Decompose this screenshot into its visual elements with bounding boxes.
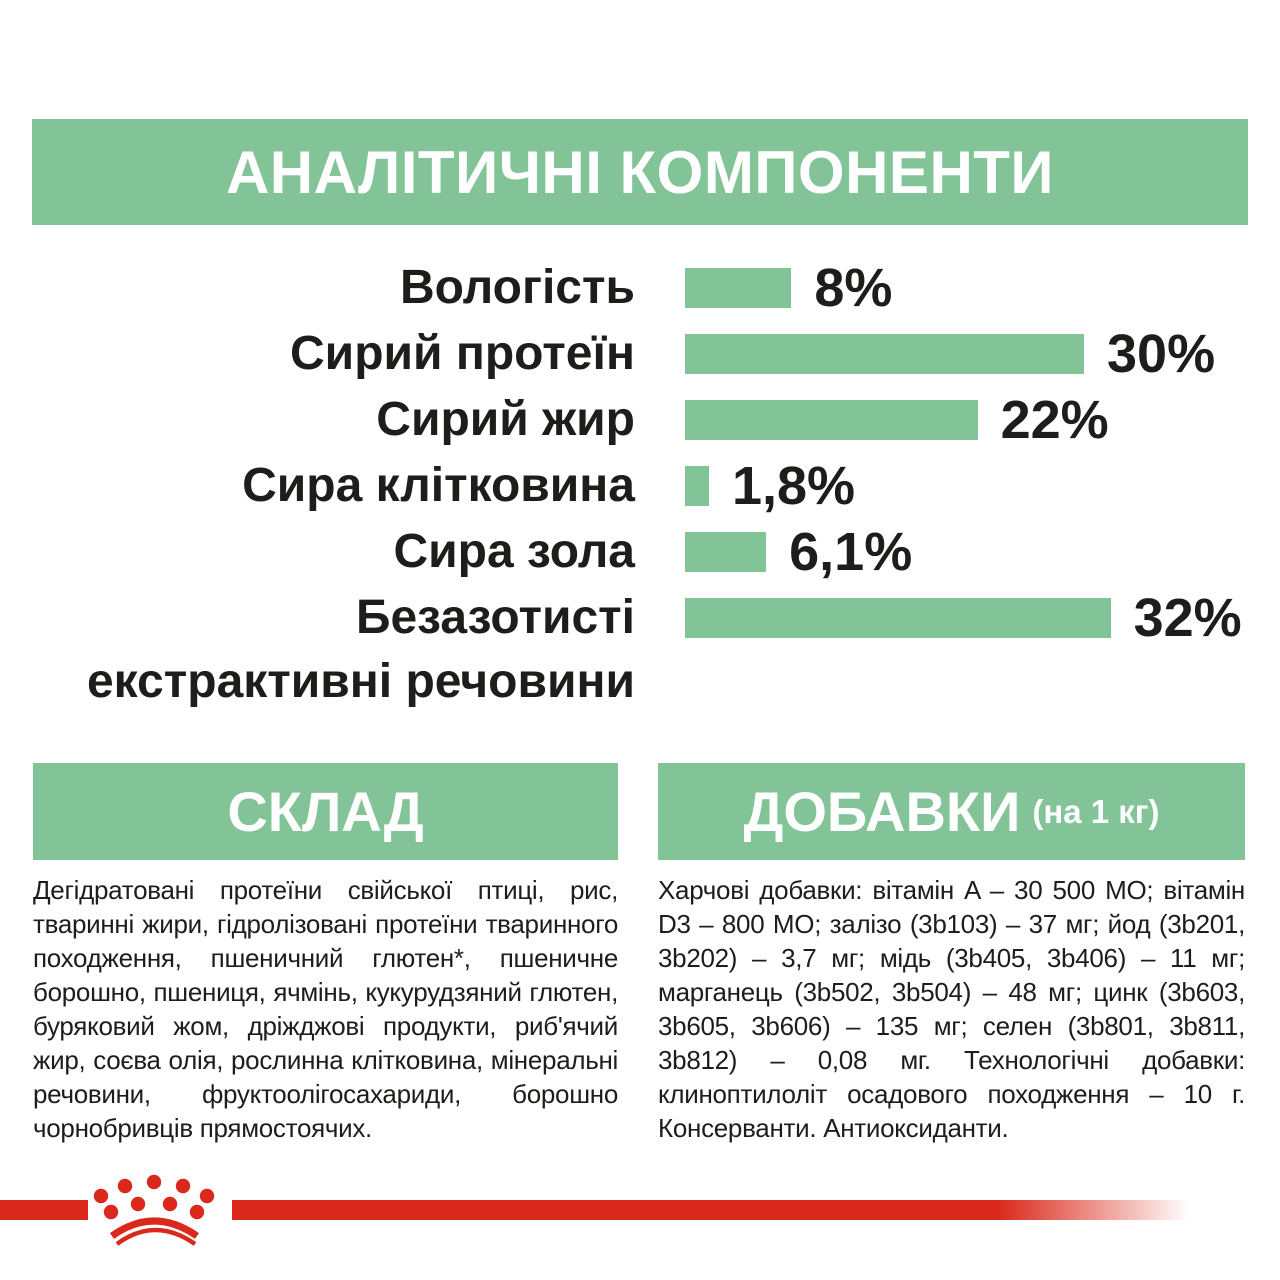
chart-row-label: Сира зола bbox=[393, 524, 635, 578]
crown-dot bbox=[176, 1179, 190, 1193]
crown-dot bbox=[163, 1197, 177, 1211]
crown-dot bbox=[94, 1189, 108, 1203]
chart-bar bbox=[685, 598, 1111, 638]
composition-header bbox=[33, 763, 618, 860]
crown-arc-lower bbox=[117, 1230, 195, 1244]
crown-dot bbox=[200, 1189, 214, 1203]
chart-bar bbox=[685, 334, 1084, 374]
royal-canin-crown-icon bbox=[88, 1172, 218, 1262]
additives-header-label: ДОБАВКИ bbox=[743, 780, 1021, 843]
chart-bar bbox=[685, 532, 766, 572]
additives-body: Харчові добавки: вітамін A – 30 500 МО; вітамін D3 – 800 МО; залізо (3b103) – 37 мг; йод (3b201, 3b202) – 3,7 мг; мідь (3b405, 3b406) – 11 мг; марганець (3b502, 3b504) – 48 мг; цинк (3b603, 3b605, 3b606) – 135 мг; селен (3b801, 3b811, 3b812) – 0,08 мг. Технологічні добавки: клиноптилоліт осадового походження – 10 г. Консерванти. Антиоксиданти. bbox=[658, 875, 1245, 1143]
analytical-components-banner bbox=[32, 119, 1248, 225]
chart-value-label: 32% bbox=[1133, 588, 1242, 648]
chart-row bbox=[0, 519, 1280, 585]
additives-header-suffix: (на 1 кг) bbox=[1032, 792, 1160, 830]
chart-bar bbox=[685, 268, 791, 308]
chart-row-label: Безазотисті bbox=[355, 590, 635, 644]
chart-value-label: 30% bbox=[1107, 324, 1216, 384]
additives-header bbox=[658, 763, 1245, 860]
chart-row bbox=[0, 321, 1280, 387]
analytical-components-chart bbox=[0, 255, 1280, 709]
chart-bar bbox=[685, 466, 709, 506]
composition-section bbox=[33, 763, 618, 1145]
chart-value-label: 8% bbox=[814, 258, 893, 318]
composition-header-label: СКЛАД bbox=[227, 780, 424, 843]
crown-dot bbox=[104, 1205, 118, 1219]
brand-stripe-right bbox=[232, 1200, 1190, 1220]
brand-stripe-left bbox=[0, 1200, 88, 1220]
chart-row-label-continuation bbox=[0, 651, 1280, 709]
chart-row-label: Вологість bbox=[399, 260, 635, 314]
chart-row bbox=[0, 585, 1280, 651]
crown-dot bbox=[118, 1179, 132, 1193]
chart-bar bbox=[685, 400, 978, 440]
crown-dot bbox=[131, 1197, 145, 1211]
chart-row-label: екстрактивні речовини bbox=[86, 655, 635, 708]
chart-row-label: Сира клітковина bbox=[242, 458, 635, 512]
chart-value-label: 1,8% bbox=[731, 456, 856, 516]
crown-dot bbox=[147, 1175, 161, 1189]
chart-value-label: 22% bbox=[1000, 390, 1109, 450]
chart-value-label: 6,1% bbox=[789, 522, 913, 582]
crown-dot bbox=[190, 1205, 204, 1219]
composition-body: Дегідратовані протеїни свійської птиці, рис, тваринні жири, гідролізовані протеїни тваринного походження, пшеничний глютен*, пшеничне борошно, пшениця, ячмінь, кукурудзяний глютен, буряковий жом, дріжджові продукти, риб'ячий жир, соєва олія, рослинна клітковина, мінеральні речовини, фруктоолігосахариди, борошно чорнобривців прямостоячих. bbox=[33, 875, 618, 1143]
chart-row bbox=[0, 387, 1280, 453]
chart-row bbox=[0, 255, 1280, 321]
chart-row-label: Сирий жир bbox=[376, 392, 635, 446]
additives-section bbox=[658, 763, 1245, 1145]
chart-row bbox=[0, 453, 1280, 519]
chart-row-label: Сирий протеїн bbox=[290, 326, 635, 380]
banner-title: АНАЛІТИЧНІ КОМПОНЕНТИ bbox=[225, 138, 1055, 206]
